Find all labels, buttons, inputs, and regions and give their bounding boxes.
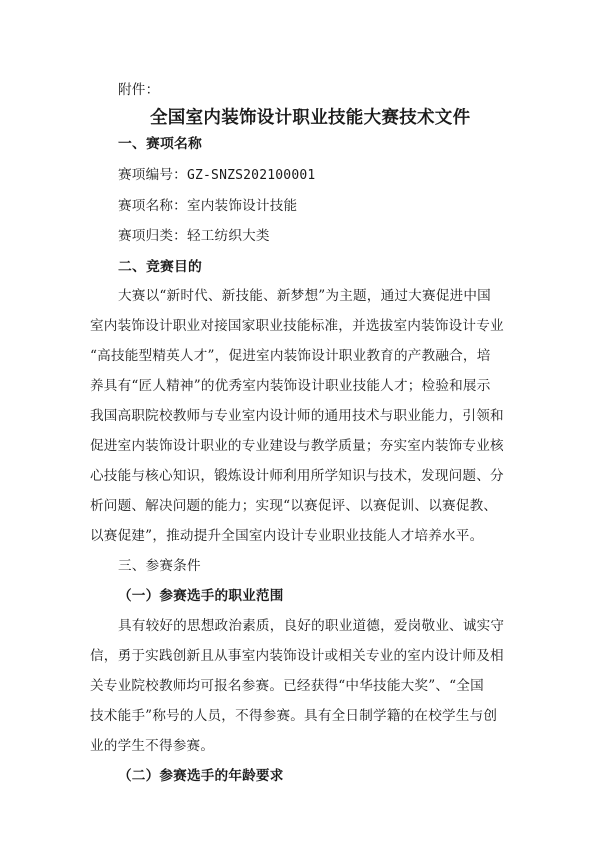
subsection1-heading: （一）参赛选手的职业范围: [118, 588, 284, 604]
event-name-line: 赛项名称：室内装饰设计技能: [118, 198, 298, 214]
attachment-label: 附件：: [118, 82, 160, 98]
eligibility-line: 具有较好的思想政治素质，良好的职业道德，爱岗敬业、诚实守: [118, 618, 505, 634]
eligibility-line: 信，勇于实践创新且从事室内装饰设计或相关专业的室内设计师及相: [90, 648, 504, 664]
event-category-line: 赛项归类：轻工纺织大类: [118, 228, 270, 244]
subsection2-heading: （二）参赛选手的年龄要求: [118, 768, 284, 784]
section1-heading: 一、赛项名称: [118, 136, 202, 152]
purpose-line: 室内装饰设计职业对接国家职业技能标准，并选拔室内装饰设计专业: [90, 318, 504, 334]
purpose-line: 心技能与核心知识，锻炼设计师利用所学知识与技术，发现问题、分: [90, 468, 504, 484]
eligibility-line: 技术能手”称号的人员，不得参赛。具有全日制学籍的在校学生与创: [90, 708, 498, 724]
purpose-line: 促进室内装饰设计职业的专业建设与教学质量；夯实室内装饰专业核: [90, 438, 504, 454]
eligibility-line: 业的学生不得参赛。: [90, 738, 215, 754]
document-title: 全国室内装饰设计职业技能大赛技术文件: [150, 108, 471, 128]
purpose-line: 我国高职院校教师与专业室内设计师的通用技术与职业能力，引领和: [90, 408, 504, 424]
event-code-value: GZ-SNZS202100001: [186, 168, 316, 183]
purpose-line: 养具有“匠人精神”的优秀室内装饰设计职业技能人才；检验和展示: [90, 378, 491, 394]
event-code-label: 赛项编号：: [118, 167, 187, 183]
section2-heading: 二、竞赛目的: [118, 259, 202, 275]
section3-heading: 三、参赛条件: [118, 558, 201, 574]
purpose-line: 析问题、解决问题的能力；实现“以赛促评、以赛促训、以赛促教、: [90, 498, 498, 514]
purpose-line: 以赛促建”，推动提升全国室内设计专业职业技能人才培养水平。: [90, 528, 484, 544]
purpose-line: “高技能型精英人才”，促进室内装饰设计职业教育的产教融合，培: [90, 348, 491, 364]
eligibility-line: 关专业院校教师均可报名参赛。已经获得“中华技能大奖”、“全国: [90, 678, 484, 694]
event-code-line: [118, 165, 518, 186]
purpose-line: 大赛以“新时代、新技能、新梦想”为主题，通过大赛促进中国: [118, 288, 491, 304]
